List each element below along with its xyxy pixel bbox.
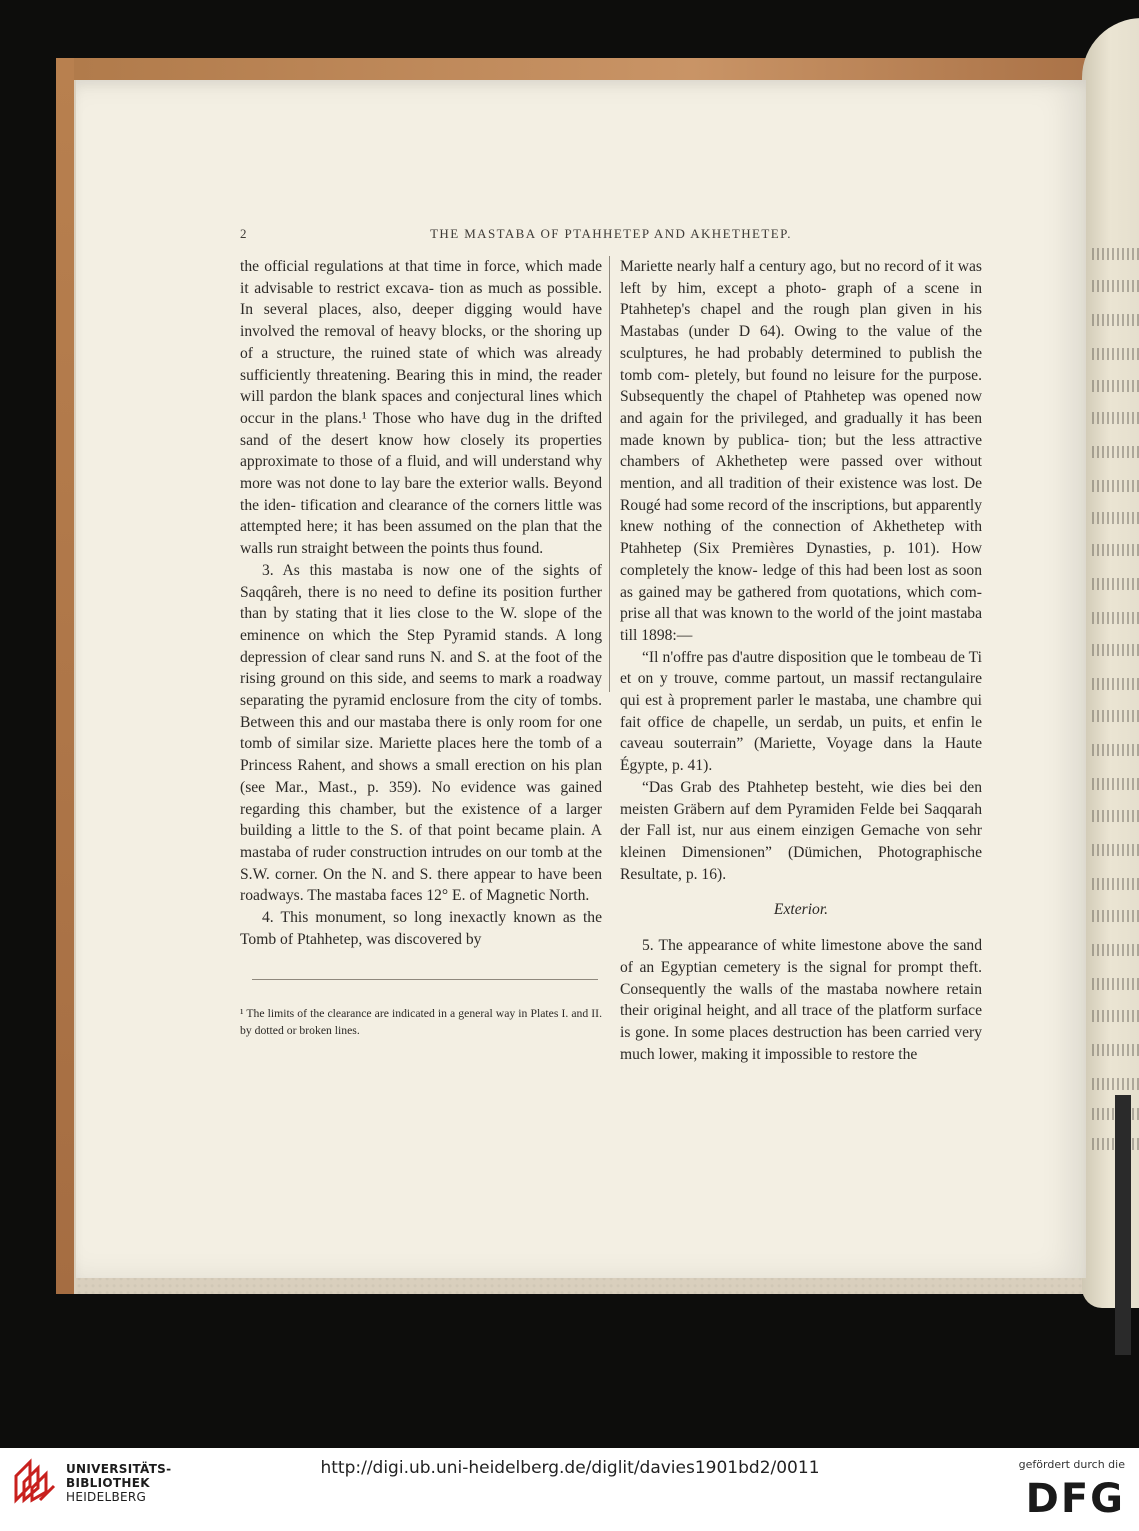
running-title: THE MASTABA OF PTAHHETEP AND AKHETHETEP. (430, 226, 792, 241)
paragraph: 3. As this mastaba is now one of the sights of Saqqâreh, there is no need to define its position further than by stating that it lies close to the W. slope of the eminence on which the Step Pyramid stands. A long depression of clear sand runs N. and S. at the foot of the rising ground on this side, and seems to mark a roadway separating the pyramid enclosure from the city of tombs. Between this and our mastaba there is only room for one tomb of similar size. Mariette places here the tomb of a Princess Rahent, and shows a small erection on his plan (see Mar., Mast., p. 359). No evidence was gained regarding this chamber, but the existence of a larger building a little to the S. of that point became plain. A mastaba of ruder construction intrudes on our tomb at the S.W. corner. On the N. and S. there appear to have been roadways. The mastaba faces 12° E. of Magnetic North. (240, 561, 602, 905)
book-binding-edge-left (56, 58, 74, 1294)
scan-color-ruler (1115, 1095, 1131, 1355)
library-name: UNIVERSITÄTS- BIBLIOTHEK HEIDELBERG (66, 1462, 172, 1504)
paragraph: 4. This monument, so long inexactly known as the Tomb of Ptahhetep, was discovered by (240, 909, 602, 948)
paragraph: Mariette nearly half a century ago, but no record of it was left by him, except a photo- graph of a scene in Ptahhetep's chapel and the rough plan given in his Mastabas (under D 64). Owing to the value of the sculptures, he had probably determined to publish the tomb com- pletely, but found no leisure for the purpose. Subsequently the chapel of Ptahhetep was opened now and again for the privileged, and gradually it has been made known by publica- tion; but the less attractive chambers of Akhethetep were passed over without mention, and all tradition of their existence was lost. De Rougé had some record of the inscriptions, but apparently knew nothing of the connection of Akhethetep with Ptahhetep (Six Premières Dynasties, p. 101). How completely the know- ledge of this had been lost as soon as gained may be gathered from quotations, which com- prise all that was known to the world of the joint mastaba till 1898:— (620, 258, 982, 644)
right-text-column (620, 256, 982, 1065)
footnote: ¹ The limits of the clearance are indicated in a general way in Plates I. and II. by dotted or broken lines. (240, 1007, 602, 1037)
dfg-logo: DFG (1025, 1476, 1125, 1522)
section-heading: Exterior. (773, 901, 829, 919)
footnote-divider (252, 979, 598, 980)
quotation-french: “Il n'offre pas d'autre disposition que le tombeau de Ti et on y trouve, comme partout, un massif rectangulaire qui est à proprement parler le mastaba, une chambre qui fait office de chapelle, un serdab, un puits, et enfin le caveau souterrain” (Mariette, Voyage dans la Haute Égypte, p. 41). (620, 648, 982, 775)
ub-heidelberg-logo-icon (12, 1458, 58, 1504)
book-binding-edge-top (56, 58, 1116, 80)
footer-bar (0, 1448, 1139, 1531)
quotation-german: “Das Grab des Ptahhetep besteht, wie dies bei den meisten Gräbern auf dem Pyramiden Felde bei Saqqarah der Fall ist, nur aus einem einzigen Gemache von sehr kleinen Dimensionen” (Dümichen, Photographische Resultate, p. 16). (620, 778, 982, 883)
funding-caption: gefördert durch die (1018, 1458, 1125, 1471)
page-number: 2 (240, 226, 248, 241)
paragraph: the official regulations at that time in force, which made it advisable to restrict excava- tion as much as possible. In several places, also, deeper digging would have involved the removal of heavy blocks, or the shoring up of a structure, the ruined state of which was already sufficiently threatening. Bearing this in mind, the reader will pardon the blank spaces and conjectural lines which occur in the plans.¹ Those who have dug in the drifted sand of the desert know how closely its properties approximate to those of a fluid, and will understand why more was not done to lay bare the exterior walls. Beyond the iden- tification and clearance of the corners little was attempted here; it has been assumed on the plan that the walls run straight between the points thus found. (240, 258, 602, 558)
permalink-url[interactable]: http://digi.ub.uni-heidelberg.de/diglit/davies1901bd2/0011 (320, 1458, 820, 1478)
paragraph: 5. The appearance of white limestone above the sand of an Egyptian cemetery is the signal for prompt theft. Consequently the walls of the mastaba nowhere retain their original height, and all trace of the platform surface is gone. In some places destruction has been carried very much lower, making it impossible to restore the (620, 937, 982, 1063)
column-divider (609, 256, 610, 692)
left-text-column (240, 256, 602, 951)
